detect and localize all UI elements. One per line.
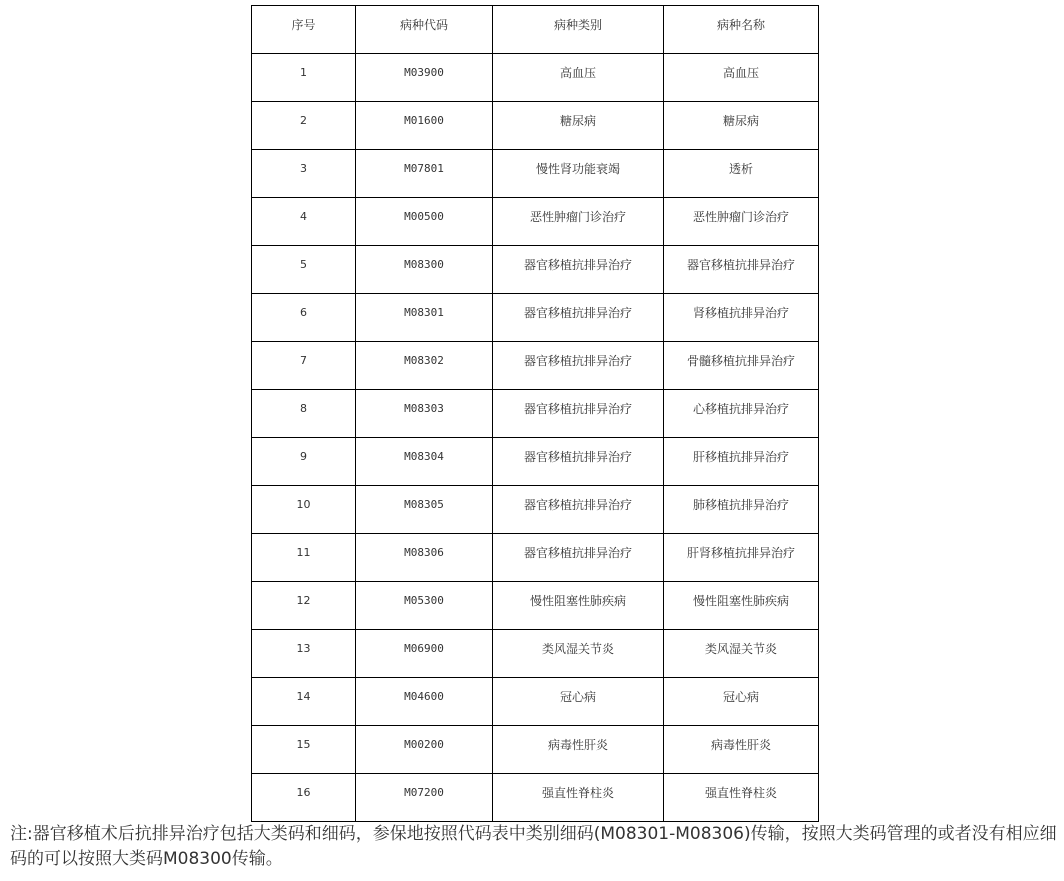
table-row [252, 630, 819, 678]
table-row [252, 54, 819, 102]
table-row [252, 150, 819, 198]
disease-category-cell: 器官移植抗排异治疗 [493, 246, 664, 294]
header-disease-code: 病种代码 [356, 6, 493, 54]
table-row [252, 774, 819, 822]
serial-number-cell: 16 [252, 774, 356, 822]
table-row [252, 486, 819, 534]
disease-code-cell: M04600 [356, 678, 493, 726]
disease-category-cell: 慢性阻塞性肺疾病 [493, 582, 664, 630]
disease-code-cell: M08301 [356, 294, 493, 342]
serial-number-cell: 6 [252, 294, 356, 342]
serial-number-cell: 11 [252, 534, 356, 582]
disease-category-cell: 强直性脊柱炎 [493, 774, 664, 822]
disease-name-cell: 慢性阻塞性肺疾病 [664, 582, 819, 630]
disease-code-cell: M00500 [356, 198, 493, 246]
disease-name-cell: 器官移植抗排异治疗 [664, 246, 819, 294]
serial-number-cell: 13 [252, 630, 356, 678]
disease-category-cell: 慢性肾功能衰竭 [493, 150, 664, 198]
disease-code-cell: M06900 [356, 630, 493, 678]
disease-code-cell: M08304 [356, 438, 493, 486]
disease-category-cell: 类风湿关节炎 [493, 630, 664, 678]
table-row [252, 438, 819, 486]
table-row [252, 342, 819, 390]
disease-name-cell: 肝肾移植抗排异治疗 [664, 534, 819, 582]
serial-number-cell: 4 [252, 198, 356, 246]
disease-category-cell: 恶性肿瘤门诊治疗 [493, 198, 664, 246]
disease-name-cell: 肾移植抗排异治疗 [664, 294, 819, 342]
disease-name-cell: 糖尿病 [664, 102, 819, 150]
header-disease-name: 病种名称 [664, 6, 819, 54]
disease-name-cell: 冠心病 [664, 678, 819, 726]
disease-name-cell: 高血压 [664, 54, 819, 102]
disease-name-cell: 骨髓移植抗排异治疗 [664, 342, 819, 390]
disease-code-cell: M08303 [356, 390, 493, 438]
serial-number-cell: 3 [252, 150, 356, 198]
disease-code-cell: M08302 [356, 342, 493, 390]
table-row [252, 582, 819, 630]
disease-category-cell: 器官移植抗排异治疗 [493, 390, 664, 438]
disease-code-cell: M03900 [356, 54, 493, 102]
disease-category-cell: 冠心病 [493, 678, 664, 726]
disease-category-cell: 器官移植抗排异治疗 [493, 342, 664, 390]
disease-name-cell: 心移植抗排异治疗 [664, 390, 819, 438]
disease-code-cell: M08305 [356, 486, 493, 534]
disease-category-cell: 糖尿病 [493, 102, 664, 150]
serial-number-cell: 9 [252, 438, 356, 486]
table-row [252, 726, 819, 774]
serial-number-cell: 15 [252, 726, 356, 774]
disease-name-cell: 肝移植抗排异治疗 [664, 438, 819, 486]
serial-number-cell: 12 [252, 582, 356, 630]
table-row [252, 534, 819, 582]
disease-category-cell: 高血压 [493, 54, 664, 102]
table-row [252, 102, 819, 150]
table-row [252, 294, 819, 342]
serial-number-cell: 8 [252, 390, 356, 438]
table-row [252, 246, 819, 294]
table-row [252, 678, 819, 726]
disease-category-cell: 器官移植抗排异治疗 [493, 486, 664, 534]
table-header-row [252, 6, 819, 54]
disease-code-cell: M01600 [356, 102, 493, 150]
disease-code-cell: M07801 [356, 150, 493, 198]
serial-number-cell: 7 [252, 342, 356, 390]
disease-code-cell: M08300 [356, 246, 493, 294]
serial-number-cell: 14 [252, 678, 356, 726]
disease-name-cell: 肺移植抗排异治疗 [664, 486, 819, 534]
header-disease-category: 病种类别 [493, 6, 664, 54]
disease-name-cell: 透析 [664, 150, 819, 198]
disease-name-cell: 强直性脊柱炎 [664, 774, 819, 822]
disease-category-cell: 器官移植抗排异治疗 [493, 534, 664, 582]
disease-category-cell: 器官移植抗排异治疗 [493, 294, 664, 342]
serial-number-cell: 2 [252, 102, 356, 150]
disease-name-cell: 病毒性肝炎 [664, 726, 819, 774]
header-serial-number: 序号 [252, 6, 356, 54]
disease-code-table [251, 5, 819, 822]
disease-name-cell: 类风湿关节炎 [664, 630, 819, 678]
disease-code-cell: M00200 [356, 726, 493, 774]
disease-category-cell: 器官移植抗排异治疗 [493, 438, 664, 486]
footnote: 注:器官移植术后抗排异治疗包括大类码和细码，参保地按照代码表中类别细码(M08301-M08306)传输，按照大类码管理的或者没有相应细码的可以按照大类码M08300传输。 [10, 824, 1057, 869]
disease-code-cell: M08306 [356, 534, 493, 582]
disease-code-cell: M05300 [356, 582, 493, 630]
table-row [252, 198, 819, 246]
serial-number-cell: 10 [252, 486, 356, 534]
serial-number-cell: 1 [252, 54, 356, 102]
disease-category-cell: 病毒性肝炎 [493, 726, 664, 774]
serial-number-cell: 5 [252, 246, 356, 294]
table-body [252, 54, 819, 822]
table-row [252, 390, 819, 438]
disease-code-cell: M07200 [356, 774, 493, 822]
disease-name-cell: 恶性肿瘤门诊治疗 [664, 198, 819, 246]
